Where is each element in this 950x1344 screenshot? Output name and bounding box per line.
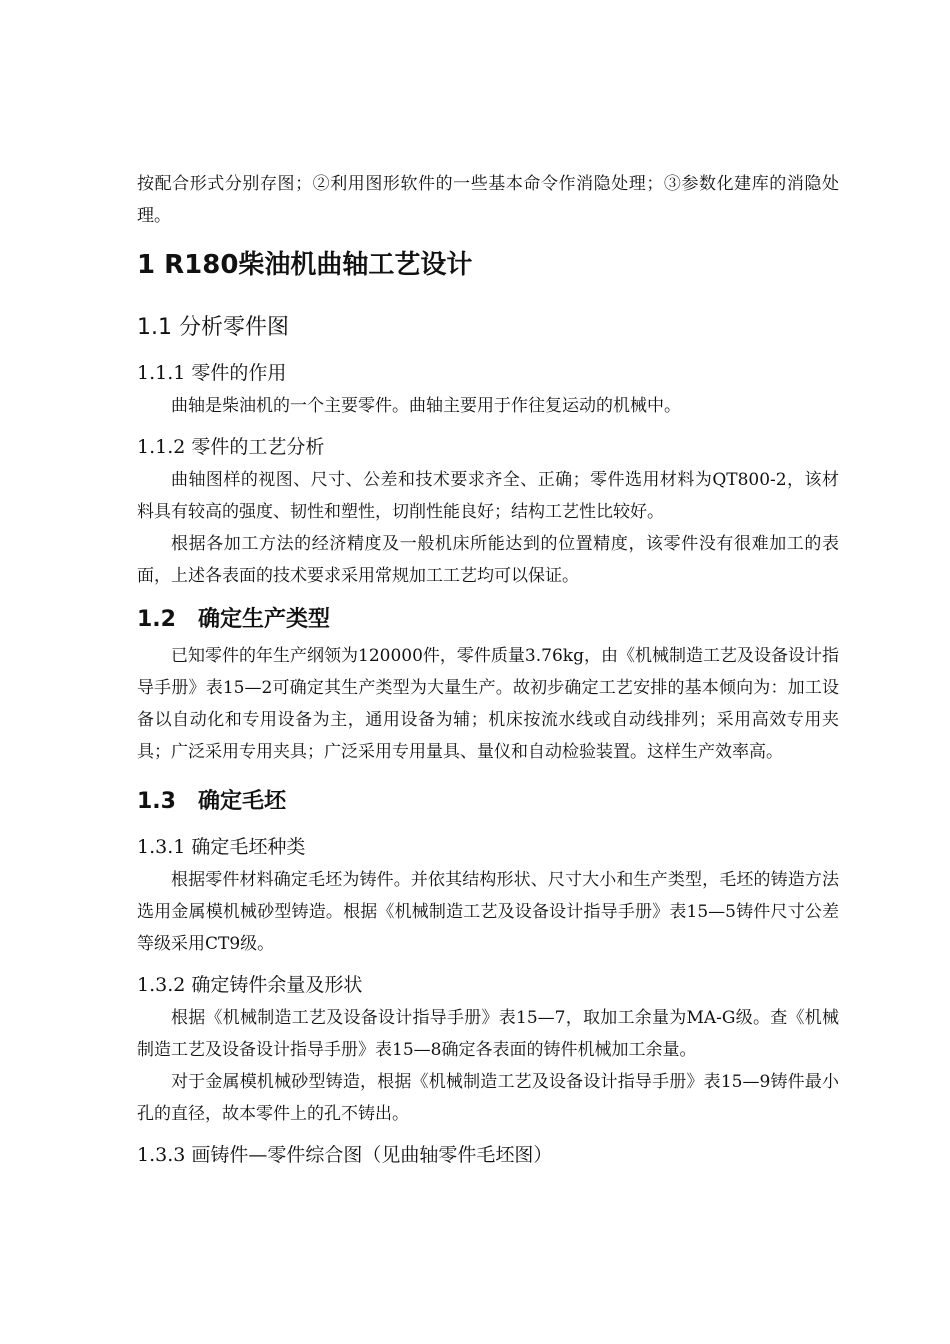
section-1-3-title: 1.3 确定毛坯 xyxy=(137,789,286,814)
section-1-2-paragraph: 已知零件的年生产纲领为120000件，零件质量3.76kg，由《机械制造工艺及设备设计指导手册》表15—2可确定其生产类型为大量生产。故初步确定工艺安排的基本倾向为：加工设备以自动化和专用设备为主，通用设备为辅；机床按流水线或自动线排列；采用高效专用夹具；广泛采用专用夹具；广泛采用专用量具、量仪和自动检验装置。这样生产效率高。 xyxy=(137,646,839,762)
section-1-1-title: 1.1 分析零件图 xyxy=(137,315,289,340)
section-1-3-2-title: 1.3.2 确定铸件余量及形状 xyxy=(137,974,363,996)
section-1-3-3-title: 1.3.3 画铸件—零件综合图（见曲轴零件毛坯图） xyxy=(137,1144,553,1166)
section-1-1-2-paragraph-1: 曲轴图样的视图、尺寸、公差和技术要求齐全、正确；零件选用材料为QT800-2，该材料具有较高的强度、韧性和塑性，切削性能良好；结构工艺性比较好。 xyxy=(137,470,839,522)
chapter-title: 1 R180柴油机曲轴工艺设计 xyxy=(137,250,473,280)
section-1-1-1-title: 1.1.1 零件的作用 xyxy=(137,362,287,384)
section-1-1-2-title: 1.1.2 零件的工艺分析 xyxy=(137,436,325,458)
section-1-3-1-paragraph: 根据零件材料确定毛坯为铸件。并依其结构形状、尺寸大小和生产类型，毛坯的铸造方法选用金属模机械砂型铸造。根据《机械制造工艺及设备设计指导手册》表15—5铸件尺寸公差等级采用CT9级。 xyxy=(137,870,839,954)
document-page xyxy=(137,168,839,1172)
section-1-1-2-paragraph-2: 根据各加工方法的经济精度及一般机床所能达到的位置精度，该零件没有很难加工的表面，上述各表面的技术要求采用常规加工工艺均可以保证。 xyxy=(137,534,839,586)
intro-paragraph: 按配合形式分别存图；②利用图形软件的一些基本命令作消隐处理；③参数化建库的消隐处理。 xyxy=(137,174,839,226)
section-1-3-1-title: 1.3.1 确定毛坯种类 xyxy=(137,836,306,858)
section-1-3-2-paragraph-1: 根据《机械制造工艺及设备设计指导手册》表15—7，取加工余量为MA-G级。查《机械制造工艺及设备设计指导手册》表15—8确定各表面的铸件机械加工余量。 xyxy=(137,1008,839,1060)
section-1-3-2-paragraph-2: 对于金属模机械砂型铸造，根据《机械制造工艺及设备设计指导手册》表15—9铸件最小孔的直径，故本零件上的孔不铸出。 xyxy=(137,1072,839,1124)
section-1-1-1-paragraph: 曲轴是柴油机的一个主要零件。曲轴主要用于作往复运动的机械中。 xyxy=(171,396,681,416)
section-1-2-title: 1.2 确定生产类型 xyxy=(137,607,330,632)
